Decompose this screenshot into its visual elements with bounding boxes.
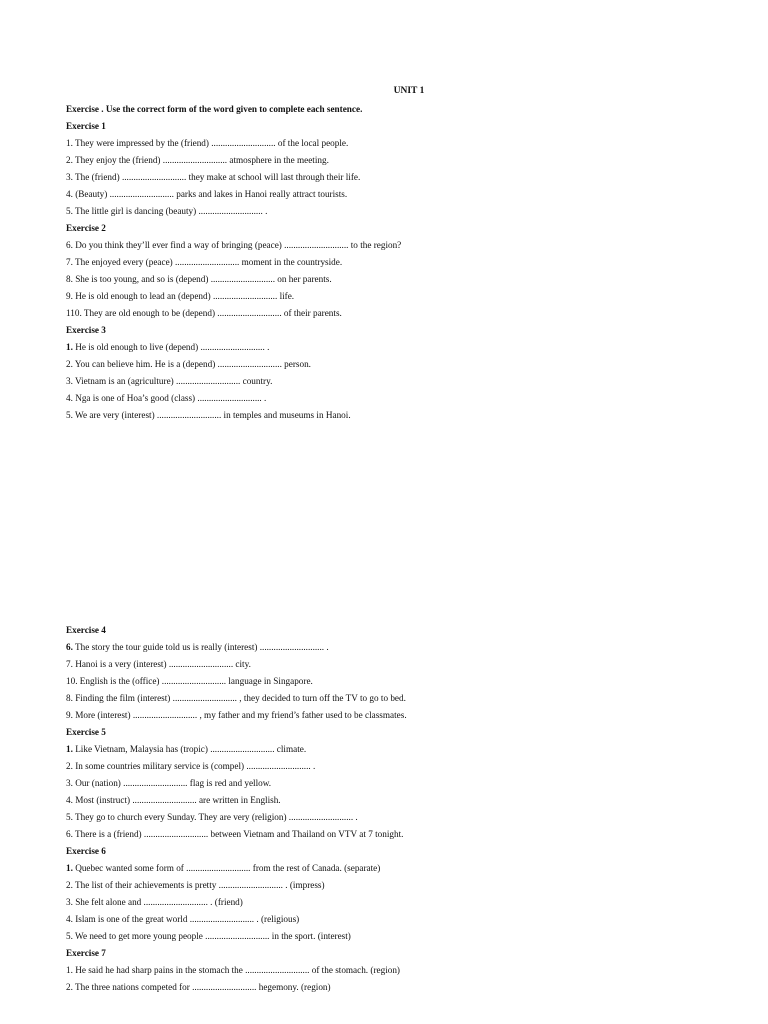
exercise-item — [66, 135, 726, 152]
item-number: 10. — [66, 676, 78, 686]
exercise-heading: Exercise 3 — [66, 325, 106, 335]
page-title: UNIT 1 — [393, 86, 425, 96]
exercise-item — [66, 152, 726, 169]
item-number: 8. — [66, 693, 73, 703]
upper-sections — [66, 118, 726, 424]
exercise-item — [66, 169, 726, 186]
item-text: The (friend) ............................ they make at school will last through their life. — [72, 172, 361, 182]
item-number: 9. — [66, 710, 73, 720]
item-number: 2. — [66, 982, 73, 992]
item-text: In some countries military service is (compel) ............................ . — [72, 761, 316, 771]
exercise-heading: Exercise 2 — [66, 223, 106, 233]
exercise-heading: Exercise 5 — [66, 727, 106, 737]
item-text: English is the (office) ............................ language in Singapore. — [77, 676, 313, 686]
exercise-item — [66, 288, 726, 305]
item-number: 2. — [66, 880, 73, 890]
item-text: More (interest) ............................ , my father and my friend’s father used to be classmates. — [72, 710, 407, 720]
exercise-item — [66, 758, 726, 775]
item-text: He is old enough to lead an (depend) ............................ life. — [72, 291, 295, 301]
exercise-item — [66, 356, 726, 373]
item-text: Our (nation) ............................ flag is red and yellow. — [72, 778, 272, 788]
exercise-item — [66, 271, 726, 288]
item-number: 1. — [66, 744, 73, 754]
exercise-item — [66, 928, 726, 945]
exercise-item — [66, 979, 726, 996]
item-text: Nga is one of Hoa’s good (class) ............................ . — [72, 393, 267, 403]
lower-sections — [66, 622, 726, 996]
item-number: 1. — [66, 965, 73, 975]
item-number: 6. — [66, 829, 73, 839]
item-number: 110. — [66, 308, 82, 318]
item-number: 1. — [66, 138, 73, 148]
item-text: The enjoyed every (peace) ............................ moment in the countryside. — [72, 257, 343, 267]
item-text: Most (instruct) ............................ are written in English. — [72, 795, 281, 805]
item-number: 2. — [66, 359, 73, 369]
exercise-item — [66, 690, 726, 707]
item-number: 7. — [66, 659, 73, 669]
item-number: 2. — [66, 761, 73, 771]
item-number: 4. — [66, 914, 73, 924]
exercise-item — [66, 237, 726, 254]
exercise-item — [66, 826, 726, 843]
instruction: Exercise . Use the correct form of the word given to complete each sentence. — [66, 104, 363, 114]
exercise-item — [66, 792, 726, 809]
item-text: (Beauty) ............................ parks and lakes in Hanoi really attract tourists. — [72, 189, 348, 199]
item-text: There is a (friend) ............................ between Vietnam and Thailand on VTV at 7 tonight. — [72, 829, 404, 839]
item-text: The three nations competed for ............................ hegemony. (region) — [72, 982, 331, 992]
exercise-item — [66, 775, 726, 792]
item-number: 3. — [66, 778, 73, 788]
item-text: Do you think they’ll ever find a way of bringing (peace) ............................ to the region? — [72, 240, 402, 250]
item-number: 1. — [66, 863, 73, 873]
item-text: We need to get more young people ............................ in the sport. (interest) — [72, 931, 351, 941]
exercise-item — [66, 305, 726, 322]
exercise-item — [66, 894, 726, 911]
exercise-item — [66, 373, 726, 390]
item-number: 5. — [66, 410, 73, 420]
exercise-item — [66, 809, 726, 826]
item-number: 8. — [66, 274, 73, 284]
item-text: She felt alone and ............................ . (friend) — [72, 897, 243, 907]
item-text: The list of their achievements is pretty ............................ . (impress) — [72, 880, 325, 890]
lower-exercise-block — [66, 622, 726, 996]
item-text: You can believe him. He is a (depend) ............................ person. — [72, 359, 311, 369]
item-number: 4. — [66, 795, 73, 805]
item-text: Finding the film (interest) ............................ , they decided to turn off the TV to go to bed. — [72, 693, 406, 703]
exercise-item — [66, 339, 726, 356]
item-number: 6. — [66, 240, 73, 250]
exercise-item — [66, 673, 726, 690]
item-text: She is too young, and so is (depend) ............................ on her parents. — [72, 274, 332, 284]
exercise-heading: Exercise 7 — [66, 948, 106, 958]
exercise-item — [66, 390, 726, 407]
exercise-heading: Exercise 1 — [66, 121, 106, 131]
item-text: The little girl is dancing (beauty) ............................ . — [72, 206, 268, 216]
item-number: 4. — [66, 393, 73, 403]
item-number: 5. — [66, 206, 73, 216]
item-number: 4. — [66, 189, 73, 199]
exercise-item — [66, 407, 726, 424]
item-text: The story the tour guide told us is really (interest) ............................ . — [72, 642, 329, 652]
item-text: They are old enough to be (depend) ............................ of their parents. — [81, 308, 342, 318]
exercise-item — [66, 741, 726, 758]
exercise-item — [66, 203, 726, 220]
exercise-item — [66, 254, 726, 271]
exercise-item — [66, 962, 726, 979]
exercise-item — [66, 639, 726, 656]
item-text: They enjoy the (friend) ............................ atmosphere in the meeting. — [72, 155, 329, 165]
item-text: Quebec wanted some form of ............................ from the rest of Canada. (separate) — [72, 863, 381, 873]
exercise-item — [66, 656, 726, 673]
exercise-heading: Exercise 6 — [66, 846, 106, 856]
item-number: 2. — [66, 155, 73, 165]
item-number: 6. — [66, 642, 73, 652]
item-text: Vietnam is an (agriculture) ............................ country. — [72, 376, 273, 386]
item-text: He is old enough to live (depend) ............................ . — [72, 342, 270, 352]
item-text: We are very (interest) ............................ in temples and museums in Hanoi. — [72, 410, 351, 420]
item-text: They go to church every Sunday. They are very (religion) ............................ . — [72, 812, 358, 822]
item-number: 5. — [66, 931, 73, 941]
item-text: Hanoi is a very (interest) ............................ city. — [72, 659, 251, 669]
exercise-heading: Exercise 4 — [66, 625, 106, 635]
item-number: 3. — [66, 897, 73, 907]
item-number: 7. — [66, 257, 73, 267]
item-number: 1. — [66, 342, 73, 352]
item-number: 3. — [66, 376, 73, 386]
item-number: 9. — [66, 291, 73, 301]
item-text: Islam is one of the great world ............................ . (religious) — [72, 914, 300, 924]
exercise-item — [66, 877, 726, 894]
exercise-item — [66, 860, 726, 877]
exercise-item — [66, 911, 726, 928]
exercise-item — [66, 707, 726, 724]
item-number: 3. — [66, 172, 73, 182]
item-text: Like Vietnam, Malaysia has (tropic) ............................ climate. — [72, 744, 307, 754]
upper-exercise-block — [66, 101, 726, 424]
item-text: They were impressed by the (friend) ............................ of the local people. — [72, 138, 349, 148]
item-text: He said he had sharp pains in the stomach the ............................ of the stomach. (region) — [72, 965, 400, 975]
exercise-item — [66, 186, 726, 203]
item-number: 5. — [66, 812, 73, 822]
